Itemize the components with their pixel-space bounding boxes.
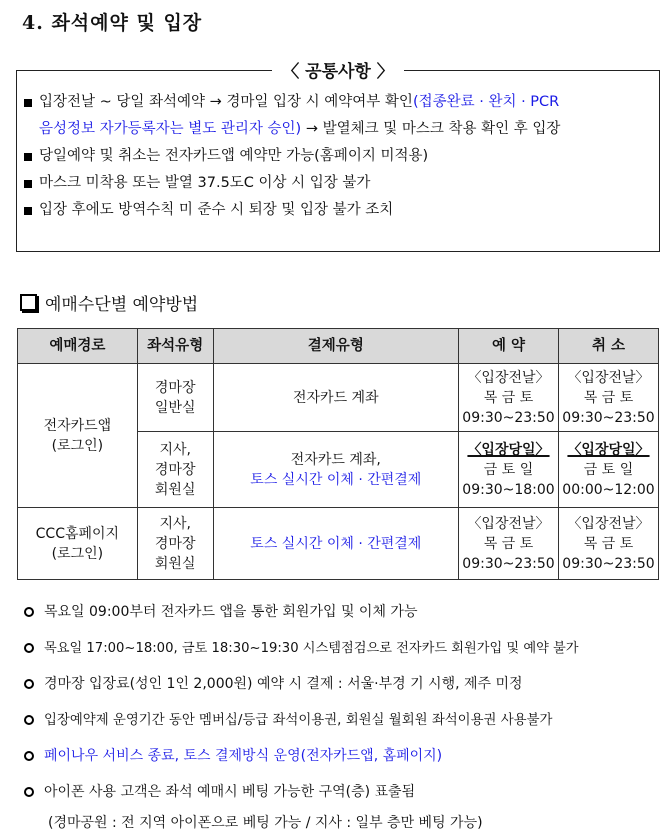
col-header-reserve: 예 약	[459, 329, 559, 364]
common-notice-list	[23, 89, 655, 224]
circle-bullet-icon	[24, 751, 34, 761]
channel-web-cell: CCC홈페이지 (로그인)	[18, 508, 138, 580]
reservation-table	[17, 328, 659, 580]
col-header-payment: 결제유형	[213, 329, 458, 364]
square-bullet-icon	[24, 180, 32, 188]
square-bullet-icon	[24, 99, 32, 107]
notes-list	[16, 594, 666, 836]
col-header-seat: 좌석유형	[137, 329, 213, 364]
cancel-cell: 〈입장전날〉 목 금 토 09:30~23:50	[558, 364, 658, 432]
col-header-cancel: 취 소	[558, 329, 658, 364]
square-bullet-icon	[24, 207, 32, 215]
payment-cell: 전자카드 계좌, 토스 실시간 이체 · 간편결제	[213, 432, 458, 508]
note-item: 아이폰 사용 고객은 좌석 예매시 베팅 가능한 구역(층) 표출됨	[16, 774, 666, 810]
circle-bullet-icon	[24, 607, 34, 617]
common-notice-box	[16, 62, 660, 252]
common-notice-item: 입장전날 ~ 당일 좌석예약 → 경마일 입장 시 예약여부 확인(접종완료 · 완치 · PCR 음성정보 자가등록자는 별도 관리자 승인) → 발열체크 및 마스크 착용 확인 후 입장	[23, 89, 655, 143]
seat-members-cell: 지사, 경마장 회원실	[137, 508, 213, 580]
note-item: 경마장 입장료(성인 1인 2,000원) 예약 시 결제 : 서울·부경 기 시행, 제주 미정	[16, 666, 666, 702]
table-row	[18, 364, 659, 432]
note-item: 목요일 17:00~18:00, 금토 18:30~19:30 시스템점검으로 전자카드 회원가입 및 예약 불가	[16, 630, 666, 666]
seat-members-cell: 지사, 경마장 회원실	[137, 432, 213, 508]
common-notice-header: 〈 공통사항 〉	[17, 57, 659, 82]
square-bullet-icon	[24, 153, 32, 161]
note-item: 페이나우 서비스 종료, 토스 결제방식 운영(전자카드앱, 홈페이지)	[16, 738, 666, 774]
seat-general-cell: 경마장 일반실	[137, 364, 213, 432]
note-subtext: (경마공원 : 전 지역 아이폰으로 베팅 가능 / 지사 : 일부 층만 베팅 가능)	[48, 815, 483, 831]
checkbox-square-icon	[20, 294, 37, 311]
note-item: 입장예약제 운영기간 동안 멤버십/등급 좌석이용권, 회원실 월회원 좌석이용권 사용불가	[16, 702, 666, 738]
table-header-row	[18, 329, 659, 364]
note-item: 목요일 09:00부터 전자카드 앱을 통한 회원가입 및 이체 가능	[16, 594, 666, 630]
reserve-cell: 〈입장당일〉 금 토 일 09:30~18:00	[459, 432, 559, 508]
channel-app-cell: 전자카드앱 (로그인)	[18, 364, 138, 508]
table-row	[18, 508, 659, 580]
common-notice-item: 마스크 미착용 또는 발열 37.5도C 이상 시 입장 불가	[23, 170, 655, 197]
cancel-cell: 〈입장전날〉 목 금 토 09:30~23:50	[558, 508, 658, 580]
common-notice-item: 당일예약 및 취소는 전자카드앱 예약만 가능(홈페이지 미적용)	[23, 143, 655, 170]
cancel-cell: 〈입장당일〉 금 토 일 00:00~12:00	[558, 432, 658, 508]
circle-bullet-icon	[24, 787, 34, 797]
col-header-channel: 예매경로	[18, 329, 138, 364]
reservation-method-heading: 예매수단별 예약방법	[20, 290, 198, 315]
circle-bullet-icon	[24, 679, 34, 689]
circle-bullet-icon	[24, 715, 34, 725]
common-notice-item: 입장 후에도 방역수칙 미 준수 시 퇴장 및 입장 불가 조치	[23, 197, 655, 224]
circle-bullet-icon	[24, 643, 34, 653]
payment-cell: 전자카드 계좌	[213, 364, 458, 432]
reserve-cell: 〈입장전날〉 목 금 토 09:30~23:50	[459, 508, 559, 580]
payment-cell: 토스 실시간 이체 · 간편결제	[213, 508, 458, 580]
section-title: 4. 좌석예약 및 입장	[22, 12, 203, 34]
reserve-cell: 〈입장전날〉 목 금 토 09:30~23:50	[459, 364, 559, 432]
